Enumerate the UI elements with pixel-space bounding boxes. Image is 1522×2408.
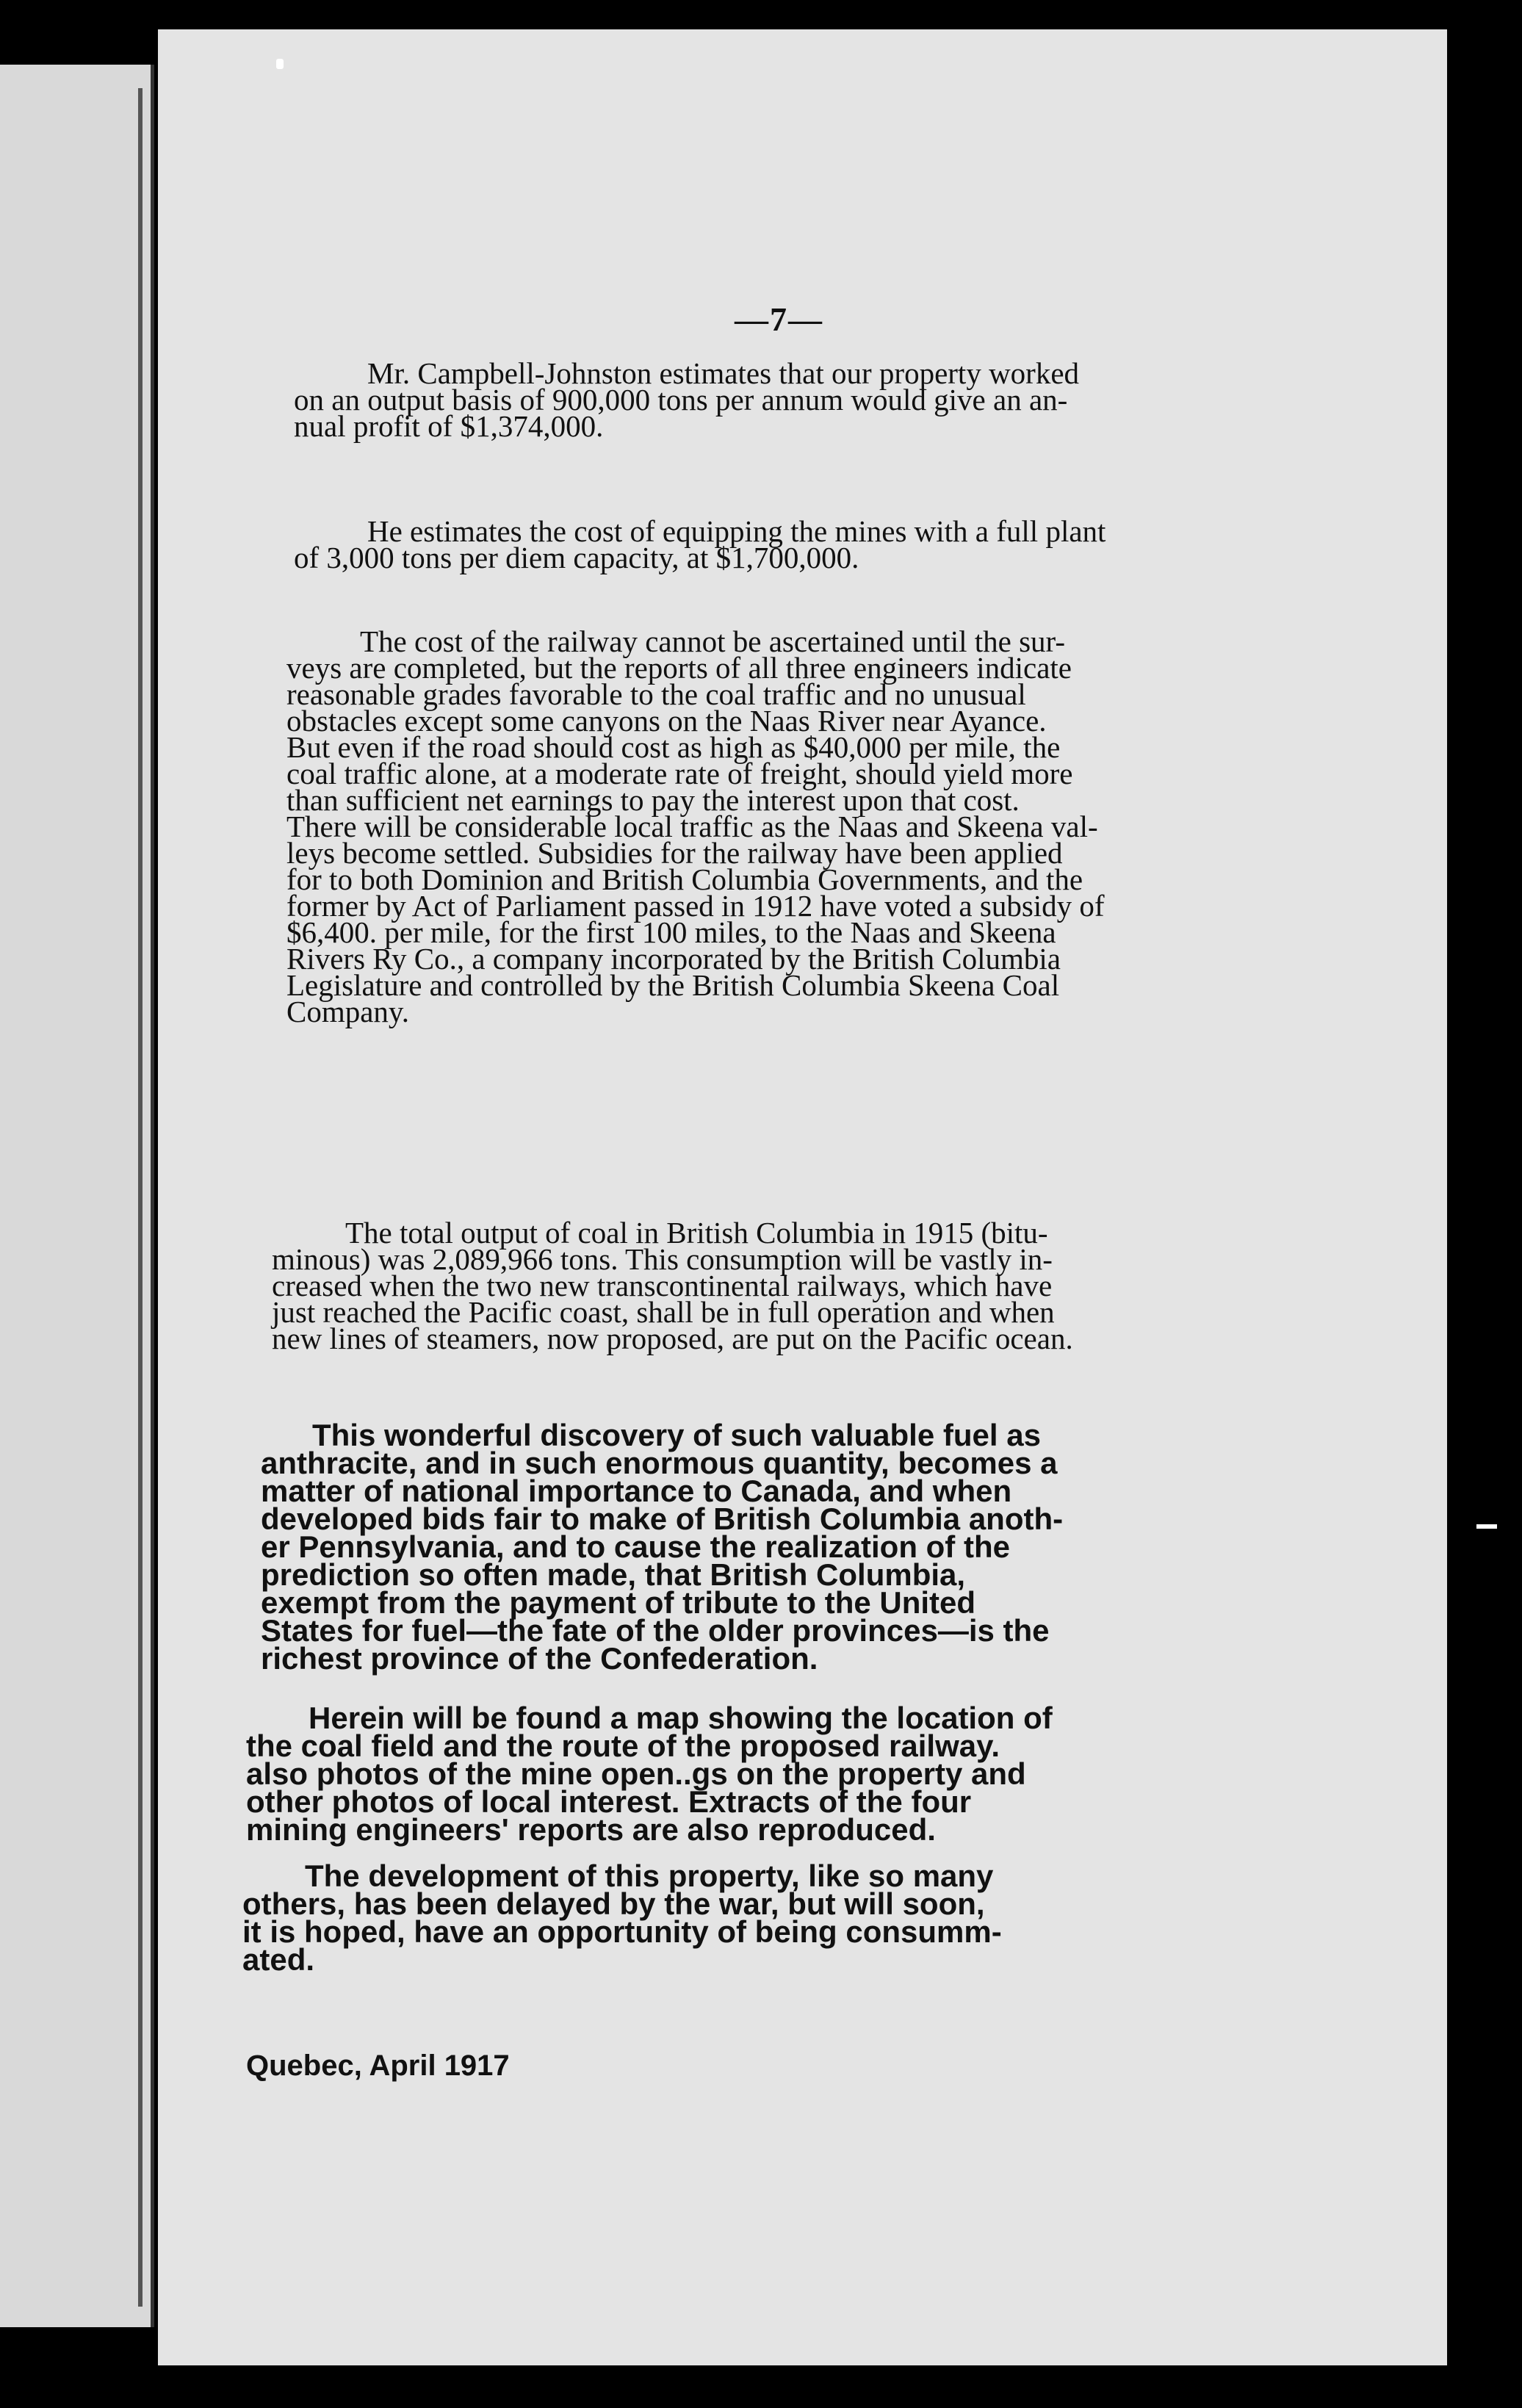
text-line: veys are completed, but the reports of all three engineers indicate	[286, 651, 1072, 685]
text-line: Company.	[286, 995, 410, 1028]
text-line: The total output of coal in British Columbia in 1915 (bitu-	[345, 1216, 1048, 1250]
scan-mark	[276, 59, 284, 69]
text-line: developed bids fair to make of British Columbia anoth-	[261, 1502, 1064, 1536]
text-line: obstacles except some canyons on the Naas River near Ayance.	[286, 704, 1047, 738]
text-line: of 3,000 tons per diem capacity, at $1,700,000.	[294, 541, 859, 574]
text-line: than sufficient net earnings to pay the interest upon that cost.	[286, 783, 1020, 817]
paragraph-map-photos	[246, 1701, 1161, 1847]
text-line: on an output basis of 900,000 tons per annum would give an an-	[294, 383, 1068, 417]
text-line: He estimates the cost of equipping the mines with a full plant	[367, 514, 1106, 548]
paragraph-railway-cost	[286, 624, 1208, 1028]
text-line: anthracite, and in such enormous quantity, becomes a	[261, 1446, 1058, 1480]
text-line: There will be considerable local traffic as the Naas and Skeena val-	[286, 810, 1098, 843]
text-line: This wonderful discovery of such valuable fuel as	[312, 1418, 1041, 1452]
text-line: The cost of the railway cannot be ascertained until the sur-	[360, 624, 1066, 658]
text-line: others, has been delayed by the war, but will soon,	[242, 1886, 985, 1921]
text-line: er Pennsylvania, and to cause the realization of the	[261, 1529, 1010, 1564]
text-line: nual profit of $1,374,000.	[294, 409, 604, 443]
text-line: also photos of the mine open..gs on the property and	[246, 1756, 1026, 1791]
page-gutter-line	[138, 88, 143, 2307]
text-line: Mr. Campbell-Johnston estimates that our property worked	[367, 356, 1080, 390]
text-line: Legislature and controlled by the British Columbia Skeena Coal	[286, 968, 1060, 1002]
text-line: exempt from the payment of tribute to the United	[261, 1585, 976, 1620]
dateline: Quebec, April 1917	[246, 2050, 510, 2082]
text-line: richest province of the Confederation.	[261, 1641, 818, 1676]
text-line: the coal field and the route of the proposed railway.	[246, 1729, 1000, 1763]
text-line: Rivers Ry Co., a company incorporated by the British Columbia	[286, 942, 1061, 976]
paragraph-discovery	[261, 1418, 1175, 1676]
margin-tick	[1476, 1524, 1497, 1529]
paragraph-equipment-cost	[294, 514, 1208, 574]
text-line: for to both Dominion and British Columbia Governments, and the	[286, 862, 1083, 896]
paragraph-development	[242, 1859, 1157, 1977]
text-line: minous) was 2,089,966 tons. This consumption will be vastly in-	[272, 1242, 1053, 1276]
text-line: But even if the road should cost as high as $40,000 per mile, the	[286, 730, 1061, 764]
paragraph-coal-output	[272, 1216, 1208, 1355]
text-line: mining engineers' reports are also reproduced.	[246, 1812, 936, 1847]
facing-page-edge	[0, 65, 154, 2327]
text-line: States for fuel—the fate of the older provinces—is the	[261, 1613, 1050, 1648]
text-line: reasonable grades favorable to the coal traffic and no unusual	[286, 677, 1026, 711]
text-line: matter of national importance to Canada, and when	[261, 1474, 1012, 1508]
text-line: creased when the two new transcontinental railways, which have	[272, 1269, 1053, 1302]
text-line: prediction so often made, that British Columbia,	[261, 1557, 966, 1592]
paragraph-profit-estimate	[294, 356, 1208, 443]
text-line: Herein will be found a map showing the location of	[309, 1701, 1053, 1735]
text-line: it is hoped, have an opportunity of being consumm-	[242, 1914, 1002, 1949]
text-line: ated.	[242, 1942, 315, 1977]
text-line: The development of this property, like so many	[305, 1859, 994, 1893]
text-line: other photos of local interest. Extracts of the four	[246, 1784, 972, 1819]
text-line: $6,400. per mile, for the first 100 miles, to the Naas and Skeena	[286, 915, 1056, 949]
text-line: leys become settled. Subsidies for the railway have been applied	[286, 836, 1063, 870]
page-number: —7—	[735, 300, 823, 338]
text-line: new lines of steamers, now proposed, are put on the Pacific ocean.	[272, 1322, 1073, 1355]
text-line: coal traffic alone, at a moderate rate of freight, should yield more	[286, 757, 1073, 790]
text-line: just reached the Pacific coast, shall be in full operation and when	[272, 1295, 1055, 1329]
text-line: former by Act of Parliament passed in 1912 have voted a subsidy of	[286, 889, 1105, 923]
